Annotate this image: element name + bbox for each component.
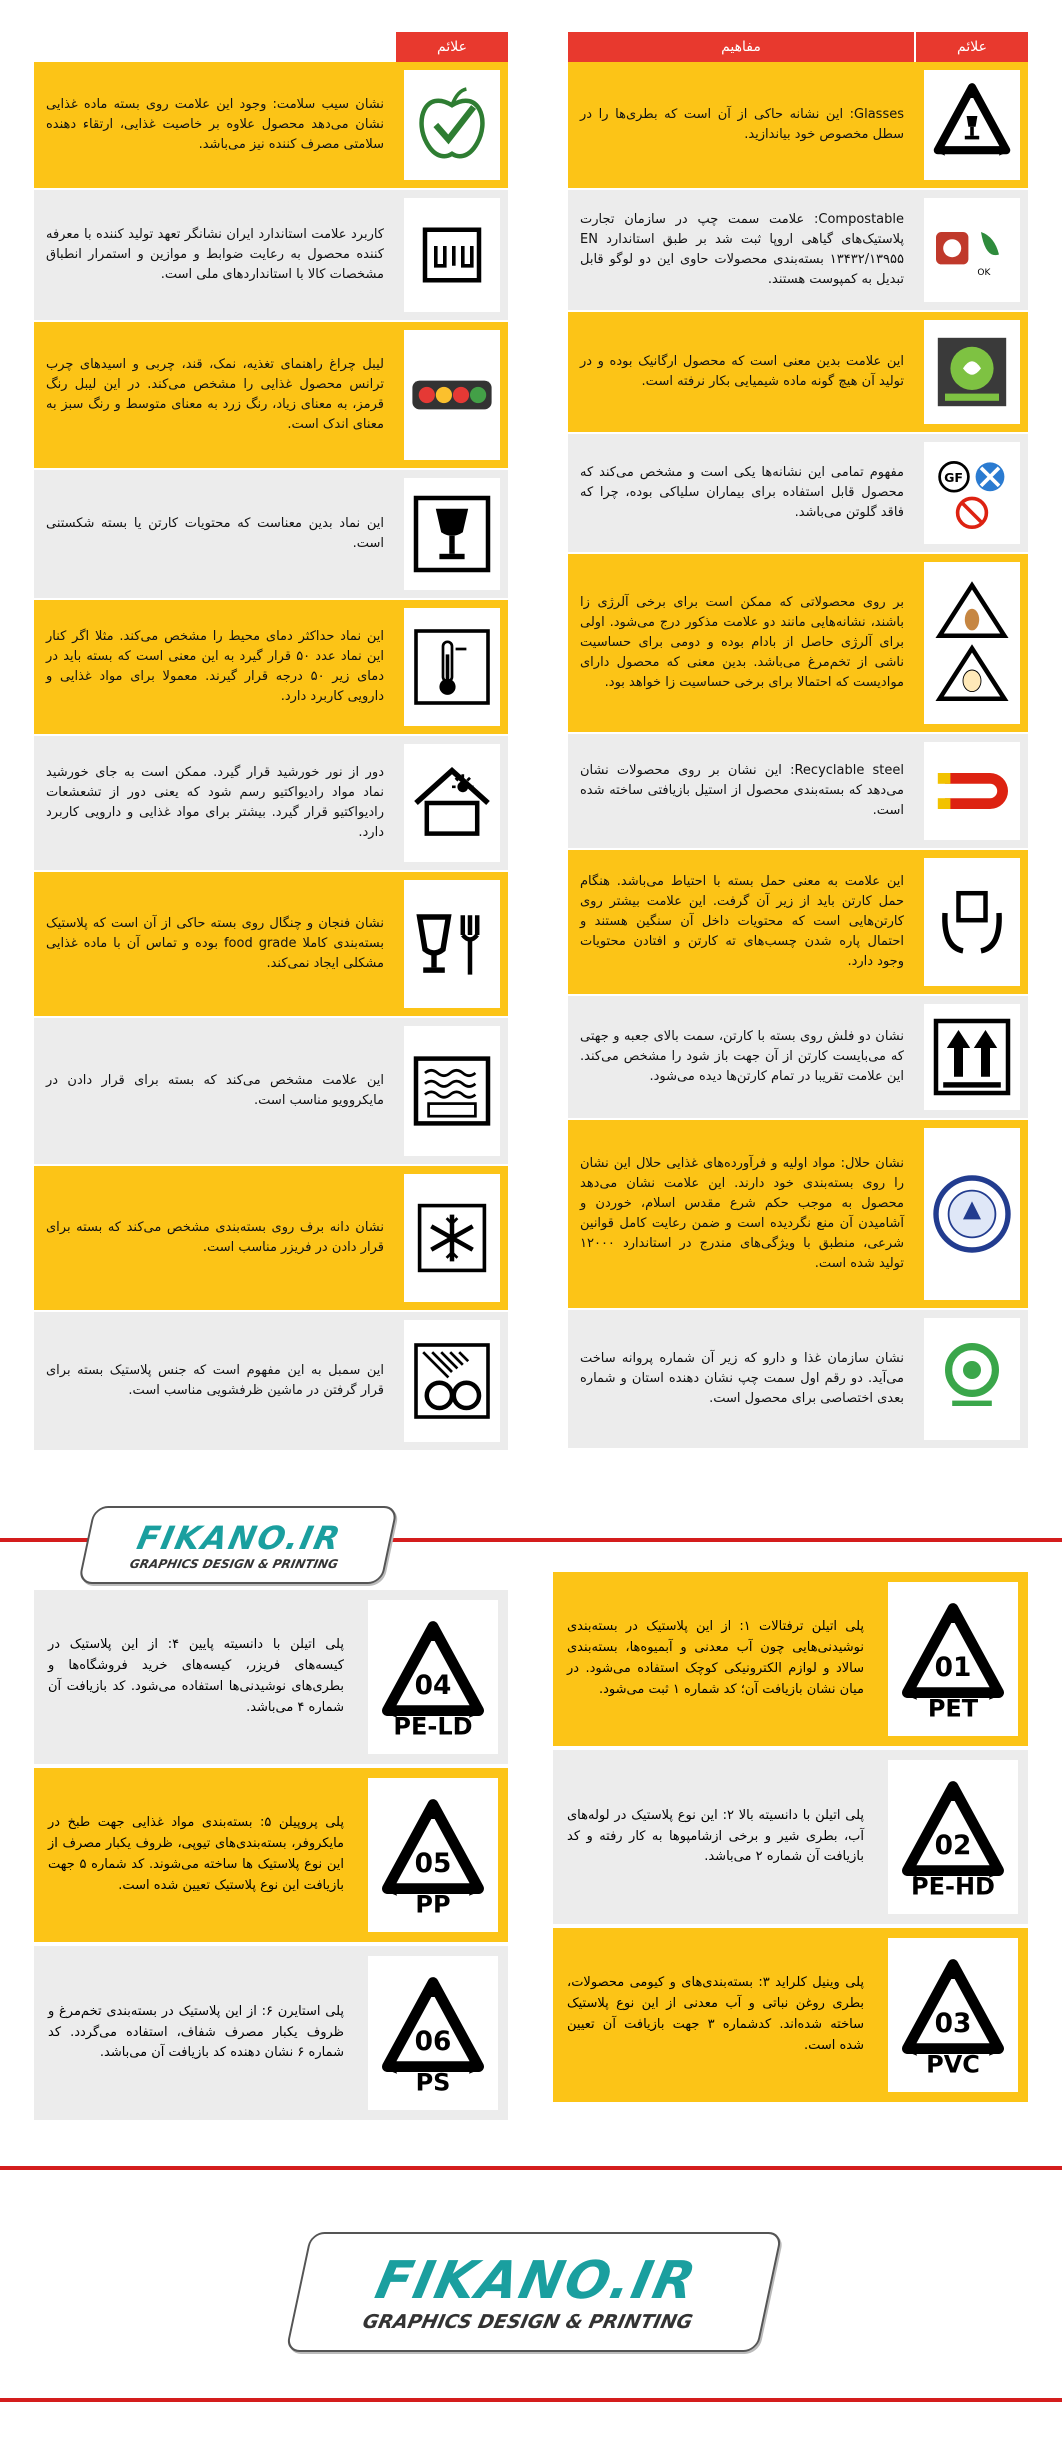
table-row: [34, 600, 508, 736]
row-text: این نماد بدین معناست که محتویات کارتن یا بسته شکستنی است.: [34, 470, 396, 598]
header-concept: مفاهیم: [721, 39, 761, 55]
microwave-safe-icon: [396, 1018, 508, 1164]
table-row: [568, 996, 1028, 1120]
recycle-code-01-icon: [878, 1572, 1028, 1746]
steel-magnet-icon: [916, 734, 1028, 848]
recycle-code: PE-HD: [911, 1872, 995, 1897]
fragile-glass-icon: [396, 470, 508, 598]
row-text: این علامت بدین معنی است که محصول ارگانیک بوده و در تولید آن هیچ گونه ماده شیمیایی بکار نرفته است.: [568, 312, 916, 432]
recycle-code-03-icon: [878, 1928, 1028, 2102]
table-row: [568, 850, 1028, 996]
table-row: [34, 1946, 508, 2124]
table-row: [568, 1120, 1028, 1310]
row-text: پلی اتیلن ترفتالات ۱: از این پلاستیک در بسته‌بندی نوشیدنی‌هایی چون آب معدنی و آبمیوه‌ها، بسته‌بندی سالاد و لوازم الکترونیکی کوچک استفاده می‌شود. در میان نشان بازیافت آن؛ کد شماره ۱ ثبت می‌شود.: [553, 1572, 878, 1746]
row-text: این علامت به معنی حمل بسته با احتیاط می‌باشد. هنگام حمل کارتن باید از زیر آن گرفت. این علامت بیشتر روی کارتن‌هایی است که محتویات داخل آن سنگین هستند و احتمال پاره شدن چسب‌های ته کارتن و افتادن محتویات وجود دارد.: [568, 850, 916, 994]
table-row: [553, 1750, 1028, 1928]
recycle-number: 03: [934, 2007, 972, 2039]
table-row: [34, 872, 508, 1018]
table-row: [34, 190, 508, 322]
recycle-code: PVC: [926, 2050, 980, 2075]
recycle-code: PET: [927, 1694, 979, 1719]
fda-iran-icon: [916, 1310, 1028, 1448]
header-symbol: علائم: [437, 39, 467, 55]
row-text: Compostable: علامت سمت چپ در سازمان تجارت پلاستیک‌های گیاهی اروپا ثبت شد بر طبق استاندارد EN ۱۳۴۳۲/۱۳۹۵۵ بسته‌بندی محصولات حاوی این دو لوگو قابل تبدیل به کمپوست هستند.: [568, 190, 916, 310]
table-row: [568, 434, 1028, 554]
compostable-icon: [916, 190, 1028, 310]
temperature-limit-icon: [396, 600, 508, 734]
red-divider: [0, 2166, 1062, 2170]
red-divider: [0, 2398, 1062, 2402]
left-table: [34, 32, 508, 1452]
row-text: نشان فنجان و چنگال روی بسته حاکی از آن است که پلاستیک بسته‌بندی کاملا food grade بوده و تماس آن با ماده غذایی مشکلی ایجاد نمی‌کند.: [34, 872, 396, 1016]
table-row: [34, 1590, 508, 1768]
table-row: [568, 190, 1028, 312]
standard-mark-icon: [396, 190, 508, 320]
row-text: این سمبل به این مفهوم است که جنس پلاستیک بسته برای قرار گرفتن در ماشین ظرفشویی مناسب است.: [34, 1312, 396, 1450]
row-text: نشان حلال: مواد اولیه و فرآورده‌های غذایی حلال این نشان را روی بسته‌بندی خود دارند. این علامت نشان می‌دهد محصول به موجب حکم شرع مقدس اسلام، خوردن و آشامیدن آن منع نگردیده است و ضمن رعایت کامل قوانین شرعی، منطبق با ویژگی‌های مندرج در استاندارد ۱۲۰۰۰ تولید شده است.: [568, 1120, 916, 1308]
table-row: [553, 1572, 1028, 1750]
recycle-code-06-icon: [358, 1946, 508, 2120]
row-text: لیبل چراغ راهنمای تغذیه، نمک، قند، چربی و اسیدهای چرب ترانس محصول غذایی را مشخص می‌کند. در این لیبل رنگ قرمز، به معنای زیاد، رنگ زرد به معنای متوسط و رنگ سبز به معنای اندک است.: [34, 322, 396, 468]
table-row: [568, 554, 1028, 734]
row-text: مفهوم تمامی این نشانه‌ها یکی است و مشخص می‌کند که محصول قابل استفاده برای بیماران سلیاکی بوده، چرا که فاقد گلوتن می‌باشد.: [568, 434, 916, 552]
row-text: Recyclable steel: این نشان بر روی محصولات نشان می‌دهد که بسته‌بندی محصول از استیل بازیافتی ساخته شده است.: [568, 734, 916, 848]
recycle-code-05-icon: [358, 1768, 508, 1942]
row-text: پلی اتیلن با دانسیته پایین ۴: از این پلاستیک در کیسه‌های فریزر، کیسه‌های خرید فروشگاه‌ها و بطری‌های نوشیدنی‌ها استفاده می‌شود. کد بازیافت آن شماره ۴ می‌باشد.: [34, 1590, 358, 1764]
organic-icon: [916, 312, 1028, 432]
brand-logo-bottom: [285, 2232, 783, 2352]
table-row: [568, 62, 1028, 190]
recycle-code-02-icon: [878, 1750, 1028, 1924]
row-text: نشان دو فلش روی بسته با کارتن، سمت بالای جعبه و جهتی که می‌بایست کارتن از آن جهت باز شود را مشخص می‌کند. این علامت تقریبا در تمام کارتن‌ها دیده می‌شود.: [568, 996, 916, 1118]
recycle-number: 05: [414, 1847, 452, 1879]
table-row: [34, 1768, 508, 1946]
gluten-free-icon: [916, 434, 1028, 552]
table-row: [553, 1928, 1028, 2106]
table-row: [34, 62, 508, 190]
recycle-number: 02: [934, 1829, 972, 1861]
svg-text:OK: OK: [977, 268, 991, 279]
logo-subtext: GRAPHICS DESIGN & PRINTING: [128, 1557, 340, 1571]
table-row: [34, 736, 508, 872]
recycle-code-04-icon: [358, 1590, 508, 1764]
recycle-code: PE-LD: [393, 1712, 473, 1737]
traffic-light-icon: [396, 322, 508, 468]
table-row: [34, 470, 508, 600]
svg-text:GF: GF: [944, 470, 964, 486]
table-row: [34, 322, 508, 470]
freezer-safe-icon: [396, 1166, 508, 1310]
table-row: [568, 312, 1028, 434]
table-row: [34, 1018, 508, 1166]
logo-text: FIKANO.IR: [133, 1519, 346, 1557]
handle-with-care-icon: [916, 850, 1028, 994]
table-row: [34, 1312, 508, 1452]
row-text: نشان سازمان غذا و دارو که زیر آن شماره پروانه ساخت می‌آید. دو رقم اول سمت چپ نشان دهنده استان و شماره بعدی اختصاصی برای محصول است.: [568, 1310, 916, 1448]
row-text: بر روی محصولاتی که ممکن است برای برخی آلرژی زا باشند، نشانه‌هایی مانند دو علامت مذکور درج می‌شود. اولی برای آلرژی حاصل از بادام بوده و دومی برای حساسیت ناشی از تخم‌مرغ می‌باشد. بدین معنی که محصول دارای موادیست که احتمالا برای برخی حساسیت زا خواهد بود.: [568, 554, 916, 732]
row-text: این نماد حداکثر دمای محیط را مشخص می‌کند. مثلا اگر کنار این نماد عدد ۵۰ قرار گیرد به این معنی است که بسته باید در دمای زیر ۵۰ درجه قرار گیرند. معمولا برای مواد غذایی و دارویی کاربرد دارد.: [34, 600, 396, 734]
keep-away-sun-icon: [396, 736, 508, 870]
logo-text: FIKANO.IR: [370, 2251, 703, 2311]
table-row: [34, 1166, 508, 1312]
this-way-up-icon: [916, 996, 1028, 1118]
food-grade-icon: [396, 872, 508, 1016]
row-text: Glasses: این نشانه حاکی از آن است که بطری‌ها را در سطل مخصوص خود بیاندازید.: [568, 62, 916, 188]
table-row: [568, 734, 1028, 850]
dishwasher-safe-icon: [396, 1312, 508, 1450]
recycle-left-table: [34, 1590, 508, 2124]
row-text: پلی استایرن ۶: از این پلاستیک در بسته‌بندی تخم‌مرغ و ظروف یکبار مصرف شفاف، استفاده می‌گردد. کد شماره ۶ نشان دهنده کد بازیافت آن می‌باشد.: [34, 1946, 358, 2120]
recycle-number: 01: [934, 1651, 972, 1683]
row-text: نشان سیب سلامت: وجود این علامت روی بسته ماده غذایی نشان می‌دهد محصول علاوه بر خاصیت غذایی، ارتقاء دهنده سلامتی مصرف کننده نیز می‌باشد.: [34, 62, 396, 188]
healthy-apple-icon: [396, 62, 508, 188]
logo-subtext: GRAPHICS DESIGN & PRINTING: [360, 2311, 695, 2333]
recycle-right-table: [553, 1572, 1028, 2106]
row-text: پلی اتیلن با دانسیته بالا ۲: این نوع پلاستیک در لوله‌های آب، بطری شیر و برخی ازشامپوها به کار رفته و کد بازیافت آن شماره ۲ می‌باشد.: [553, 1750, 878, 1924]
right-table-header: [568, 32, 1028, 62]
row-text: کاربرد علامت استاندارد ایران نشانگر تعهد تولید کننده با معرفه کننده محصول به رعایت ضوابط و موازین و استمرار انطباق مشخصات کالا با استانداردهای ملی است.: [34, 190, 396, 320]
row-text: پلی پروپیلن ۵: بسته‌بندی مواد غذایی جهت طبخ در مایکروفر، بسته‌بندی‌های تیوپی، ظروف یکبار مصرف از این نوع پلاستیک ها ساخته می‌شوند. کد شماره ۵ جهت بازیافت این نوع پلاستیک تعیین شده است.: [34, 1768, 358, 1942]
header-symbol: علائم: [914, 32, 1028, 62]
recycle-number: 06: [414, 2025, 452, 2057]
brand-logo-top: [78, 1506, 399, 1584]
table-row: [568, 1310, 1028, 1450]
recycle-code: PP: [415, 1890, 451, 1915]
recycle-number: 04: [414, 1669, 452, 1701]
halal-icon: [916, 1120, 1028, 1308]
row-text: دور از نور خورشید قرار گیرد. ممکن است به جای خورشید نماد مواد رادیواکتیو رسم شود که یعنی دور از تشعشعات رادیواکتیو قرار گیرد. بیشتر برای مواد غذایی و دارویی کاربرد دارد.: [34, 736, 396, 870]
row-text: نشان دانه برف روی بسته‌بندی مشخص می‌کند که بسته برای قرار دادن در فریزر مناسب است.: [34, 1166, 396, 1310]
recycle-code: PS: [415, 2068, 451, 2093]
row-text: این علامت مشخص می‌کند که بسته برای قرار دادن در مایکروویو مناسب است.: [34, 1018, 396, 1164]
allergen-warning-icon: [916, 554, 1028, 732]
left-table-header: [34, 32, 508, 62]
right-table: [568, 32, 1028, 1450]
row-text: پلی وینیل کلراید ۳: بسته‌بندی‌های و کیومی محصولات، بطری روغن نباتی و آب معدنی از این نوع پلاستیک ساخته شده‌اند. کدشماره ۳ جهت بازیافت آن تعیین شده است.: [553, 1928, 878, 2102]
glass-recycle-icon: [916, 62, 1028, 188]
